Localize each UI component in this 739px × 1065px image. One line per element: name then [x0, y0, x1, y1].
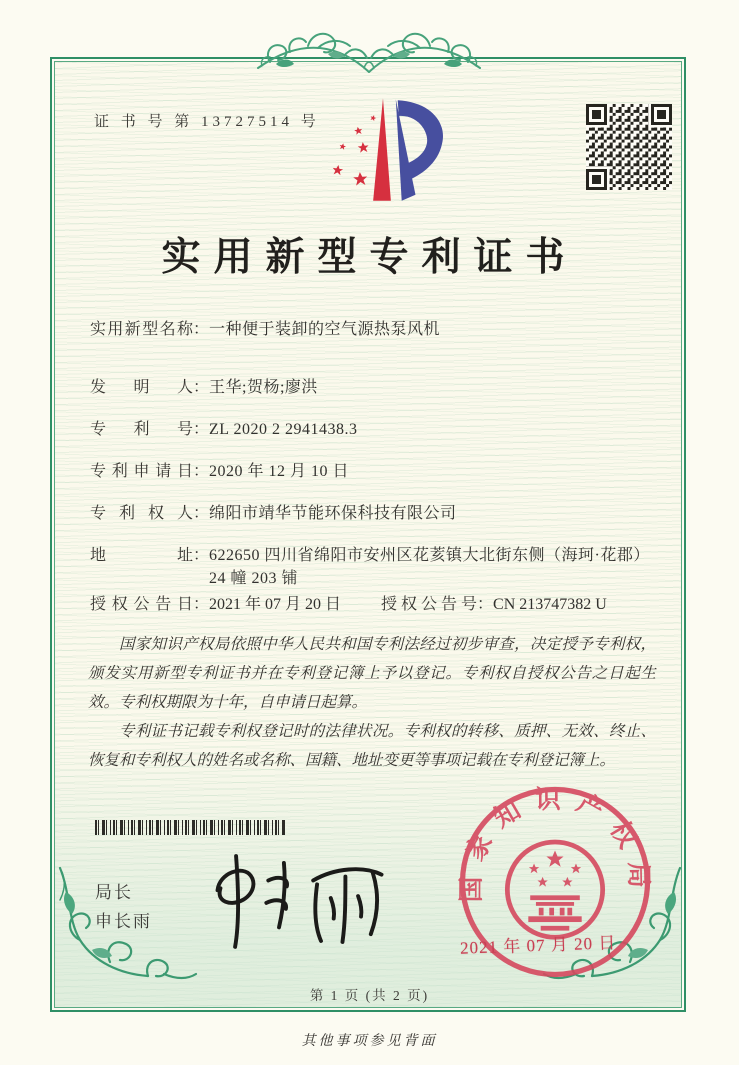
field-value: ZL 2020 2 2941438.3: [209, 421, 358, 438]
signature-icon: [198, 850, 403, 950]
field-value: 622650 四川省绵阳市安州区花荄镇大北街东侧（海珂·花郡）24 幢 203 铺: [209, 547, 650, 587]
field-row-name: [90, 318, 658, 341]
certificate-fields: [90, 318, 658, 635]
field-label: 发明人: [90, 379, 193, 396]
certificate-number: 证 书 号 第 13727514 号: [94, 114, 320, 130]
field-label: 专利权人: [90, 505, 193, 522]
field-colon: ：: [193, 421, 210, 438]
qr-code-icon: [586, 104, 672, 190]
field-label: 授权公告日: [90, 596, 193, 613]
field-colon: ：: [193, 505, 210, 522]
field-value: 2020 年 12 月 10 日: [209, 463, 350, 480]
field-colon: ：: [193, 547, 210, 564]
field-value: 一种便于装卸的空气源热泵风机: [209, 321, 441, 338]
field-colon: ：: [477, 596, 494, 613]
field-value: 王华;贺杨;廖洪: [209, 379, 318, 396]
field-value: 2021 年 07 月 20 日: [209, 596, 342, 613]
field-label: 实用新型名称: [90, 321, 193, 338]
field-row-patentee: [90, 502, 658, 525]
field-colon: ：: [193, 596, 210, 613]
field-row-grant: [90, 593, 658, 616]
national-emblem-icon: [507, 842, 602, 937]
field-value: 绵阳市靖华节能环保科技有限公司: [209, 505, 457, 522]
barcode-icon: [95, 820, 285, 835]
field-label: 地址: [90, 547, 193, 564]
field-colon: ：: [193, 321, 210, 338]
commissioner-title: 局长: [95, 883, 133, 902]
page-number: 第 1 页 (共 2 页): [309, 988, 430, 1003]
commissioner-block: [95, 878, 152, 936]
legal-paragraph-1: 国家知识产权局依照中华人民共和国专利法经过初步审查，决定授予专利权，颁发实用新型专利证书并在专利登记簿上予以登记。专利权自授权公告之日起生效。专利权期限为十年，自申请日起算。: [88, 636, 656, 711]
legal-paragraph-2: 专利证书记载专利权登记时的法律状况。专利权的转移、质押、无效、终止、恢复和专利权人的姓名或名称、国籍、地址变更等事项记载在专利登记簿上。: [88, 723, 656, 769]
field-row-patent-no: [90, 418, 658, 441]
cnipa-logo-icon: [318, 92, 446, 206]
field-row-inventors: [90, 376, 658, 399]
back-note: 其他事项参见背面: [301, 1034, 438, 1049]
field-label: 专利申请日: [90, 463, 193, 480]
legal-text: [88, 630, 656, 775]
field-label: 授权公告号: [381, 596, 478, 613]
top-flourish-ornament-icon: [256, 2, 482, 88]
seal-ring-text: 国家知识产权局: [456, 784, 654, 903]
seal-date: 2021 年 07 月 20 日: [459, 933, 617, 958]
field-value: CN 213747382 U: [493, 596, 607, 613]
field-colon: ：: [193, 379, 210, 396]
certificate-title: 实用新型专利证书: [161, 236, 578, 279]
field-label: 专利号: [90, 421, 193, 438]
field-row-filing-date: [90, 460, 658, 483]
commissioner-name: 申长雨: [95, 912, 152, 931]
field-colon: ：: [193, 463, 210, 480]
field-row-address: [90, 544, 658, 590]
field-grant-number: [381, 593, 607, 616]
